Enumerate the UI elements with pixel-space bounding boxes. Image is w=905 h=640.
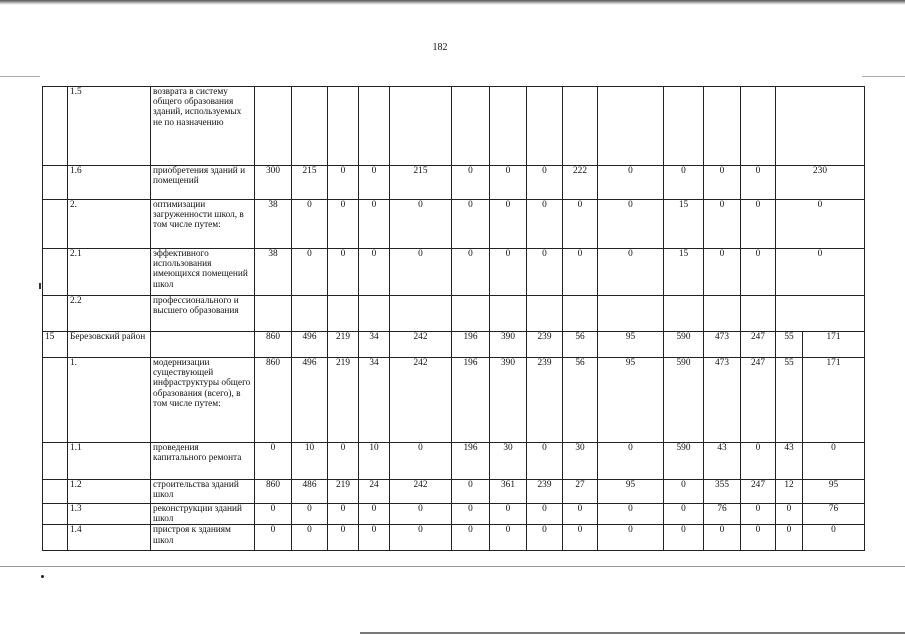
value-cell <box>292 296 328 332</box>
scan-edge-top <box>0 0 905 5</box>
value-cell: 0 <box>741 504 776 525</box>
value-cell <box>704 296 741 332</box>
value-cell: 247 <box>741 480 776 504</box>
value-cell <box>527 296 563 332</box>
value-cell: 55 <box>776 358 803 443</box>
table-row <box>43 332 865 358</box>
page-number: 182 <box>432 42 448 53</box>
value-cell: 0 <box>741 200 776 249</box>
value-cell: 56 <box>563 332 598 358</box>
value-cell: 473 <box>704 358 741 443</box>
value-cell: 0 <box>563 200 598 249</box>
value-cell: 219 <box>328 332 359 358</box>
table-row <box>43 480 865 504</box>
row-index <box>43 200 68 249</box>
value-cell: 0 <box>359 525 390 551</box>
table-row <box>43 296 865 332</box>
row-index <box>43 166 68 200</box>
table-row <box>43 200 865 249</box>
row-index <box>43 249 68 296</box>
value-cell: 0 <box>390 525 452 551</box>
table-row <box>43 87 865 166</box>
value-cell: 15 <box>664 249 704 296</box>
value-cell: 361 <box>490 480 527 504</box>
value-cell: 0 <box>664 166 704 200</box>
value-cell: 38 <box>255 249 292 296</box>
value-cell: 0 <box>390 249 452 296</box>
scan-edge-bottom <box>360 632 905 634</box>
value-cell: 0 <box>390 504 452 525</box>
value-cell: 38 <box>255 200 292 249</box>
value-cell: 43 <box>704 443 741 480</box>
value-cell: 95 <box>598 358 664 443</box>
value-cell: 0 <box>490 166 527 200</box>
value-cell <box>390 87 452 166</box>
value-cell: 239 <box>527 332 563 358</box>
value-cell: 0 <box>776 504 803 525</box>
value-cell: 0 <box>328 443 359 480</box>
value-cell: 24 <box>359 480 390 504</box>
table-row <box>43 504 865 525</box>
row-code: 1.1 <box>68 443 151 480</box>
value-cell: 56 <box>563 358 598 443</box>
value-cell <box>255 296 292 332</box>
value-cell: 0 <box>704 166 741 200</box>
value-cell: 486 <box>292 480 328 504</box>
value-cell: 0 <box>598 525 664 551</box>
value-cell: 590 <box>664 358 704 443</box>
value-cell: 0 <box>598 249 664 296</box>
value-cell: 0 <box>328 504 359 525</box>
scan-mark <box>39 283 41 289</box>
value-cell: 0 <box>359 200 390 249</box>
row-description: эффективного использования имеющихся помещений школ <box>151 249 255 296</box>
row-index <box>43 525 68 551</box>
row-description: реконструкции зданий школ <box>151 504 255 525</box>
row-code: 2.2 <box>68 296 151 332</box>
table-row <box>43 443 865 480</box>
value-cell: 242 <box>390 358 452 443</box>
value-cell: 0 <box>803 525 865 551</box>
value-cell <box>776 296 865 332</box>
value-cell: 222 <box>563 166 598 200</box>
row-description: приобретения зданий и помещений <box>151 166 255 200</box>
value-cell: 0 <box>664 504 704 525</box>
row-index <box>43 87 68 166</box>
row-index <box>43 296 68 332</box>
value-cell <box>328 296 359 332</box>
value-cell: 0 <box>704 200 741 249</box>
value-cell: 239 <box>527 358 563 443</box>
value-cell: 242 <box>390 480 452 504</box>
value-cell: 0 <box>527 249 563 296</box>
value-cell: 496 <box>292 358 328 443</box>
value-cell: 34 <box>359 332 390 358</box>
value-cell: 196 <box>452 332 490 358</box>
value-cell: 0 <box>452 525 490 551</box>
value-cell: 300 <box>255 166 292 200</box>
value-cell: 0 <box>490 525 527 551</box>
value-cell: 590 <box>664 443 704 480</box>
table-row <box>43 249 865 296</box>
value-cell: 27 <box>563 480 598 504</box>
value-cell <box>704 87 741 166</box>
row-code: 1.5 <box>68 87 151 166</box>
value-cell: 590 <box>664 332 704 358</box>
value-cell: 30 <box>563 443 598 480</box>
row-description: строительства зданий школ <box>151 480 255 504</box>
value-cell: 95 <box>598 332 664 358</box>
row-description: пристроя к зданиям школ <box>151 525 255 551</box>
value-cell: 0 <box>452 249 490 296</box>
value-cell: 0 <box>527 443 563 480</box>
value-cell: 0 <box>490 504 527 525</box>
value-cell: 0 <box>452 200 490 249</box>
scan-rule-bottom <box>0 566 905 567</box>
value-cell: 0 <box>490 200 527 249</box>
value-cell: 0 <box>490 249 527 296</box>
value-cell <box>598 87 664 166</box>
value-cell: 171 <box>803 358 865 443</box>
value-cell: 0 <box>328 525 359 551</box>
value-cell: 196 <box>452 443 490 480</box>
row-description: модернизации существующей инфраструктуры общего образования (всего), в том числе путем: <box>151 358 255 443</box>
row-code: 1.4 <box>68 525 151 551</box>
value-cell: 0 <box>664 480 704 504</box>
value-cell: 0 <box>741 525 776 551</box>
row-description <box>151 332 255 358</box>
table-row <box>43 525 865 551</box>
row-description: возврата в систему общего образования зданий, используемых не по назначению <box>151 87 255 166</box>
value-cell <box>776 87 865 166</box>
value-cell <box>664 87 704 166</box>
row-code: 2.1 <box>68 249 151 296</box>
value-cell: 43 <box>776 443 803 480</box>
value-cell: 230 <box>776 166 865 200</box>
value-cell: 0 <box>704 525 741 551</box>
value-cell: 0 <box>598 200 664 249</box>
value-cell <box>255 87 292 166</box>
value-cell: 0 <box>292 249 328 296</box>
value-cell: 0 <box>776 249 865 296</box>
value-cell: 12 <box>776 480 803 504</box>
value-cell: 0 <box>527 504 563 525</box>
value-cell: 0 <box>328 200 359 249</box>
row-index <box>43 443 68 480</box>
value-cell: 171 <box>803 332 865 358</box>
value-cell: 10 <box>292 443 328 480</box>
row-code: 2. <box>68 200 151 249</box>
value-cell: 390 <box>490 332 527 358</box>
value-cell: 0 <box>704 249 741 296</box>
value-cell: 0 <box>664 525 704 551</box>
value-cell <box>490 87 527 166</box>
value-cell: 0 <box>563 525 598 551</box>
value-cell <box>359 87 390 166</box>
row-index <box>43 504 68 525</box>
value-cell: 860 <box>255 480 292 504</box>
value-cell: 239 <box>527 480 563 504</box>
value-cell: 219 <box>328 358 359 443</box>
row-code: 1.2 <box>68 480 151 504</box>
value-cell <box>452 296 490 332</box>
row-description: профессионального и высшего образования <box>151 296 255 332</box>
value-cell: 0 <box>452 166 490 200</box>
value-cell <box>598 296 664 332</box>
table-row <box>43 166 865 200</box>
data-table <box>42 86 865 551</box>
value-cell: 0 <box>527 200 563 249</box>
value-cell: 0 <box>741 443 776 480</box>
scan-dot <box>41 575 44 578</box>
row-code: 1. <box>68 358 151 443</box>
value-cell <box>390 296 452 332</box>
value-cell: 95 <box>598 480 664 504</box>
table-row <box>43 358 865 443</box>
value-cell: 30 <box>490 443 527 480</box>
value-cell: 0 <box>328 166 359 200</box>
value-cell: 219 <box>328 480 359 504</box>
value-cell: 0 <box>390 200 452 249</box>
value-cell: 0 <box>527 166 563 200</box>
value-cell: 15 <box>664 200 704 249</box>
value-cell: 0 <box>563 504 598 525</box>
value-cell: 0 <box>776 200 865 249</box>
value-cell: 247 <box>741 358 776 443</box>
value-cell: 0 <box>741 166 776 200</box>
value-cell: 0 <box>598 166 664 200</box>
value-cell: 0 <box>359 249 390 296</box>
value-cell: 0 <box>255 525 292 551</box>
value-cell: 860 <box>255 358 292 443</box>
value-cell: 0 <box>255 504 292 525</box>
value-cell: 55 <box>776 332 803 358</box>
value-cell <box>563 296 598 332</box>
value-cell: 95 <box>803 480 865 504</box>
value-cell: 0 <box>598 504 664 525</box>
value-cell: 0 <box>292 504 328 525</box>
value-cell: 0 <box>292 525 328 551</box>
row-code: Березовский район <box>68 332 151 358</box>
value-cell <box>527 87 563 166</box>
scan-rule-left <box>0 76 40 77</box>
value-cell <box>741 296 776 332</box>
value-cell <box>563 87 598 166</box>
value-cell: 0 <box>359 166 390 200</box>
value-cell: 0 <box>328 249 359 296</box>
row-description: проведения капитального ремонта <box>151 443 255 480</box>
value-cell: 390 <box>490 358 527 443</box>
row-index: 15 <box>43 332 68 358</box>
value-cell: 496 <box>292 332 328 358</box>
value-cell: 0 <box>452 504 490 525</box>
value-cell <box>664 296 704 332</box>
value-cell: 242 <box>390 332 452 358</box>
value-cell: 0 <box>255 443 292 480</box>
row-description: оптимизации загруженности школ, в том числе путем: <box>151 200 255 249</box>
value-cell: 247 <box>741 332 776 358</box>
value-cell: 76 <box>704 504 741 525</box>
value-cell: 0 <box>741 249 776 296</box>
row-code: 1.3 <box>68 504 151 525</box>
value-cell <box>741 87 776 166</box>
value-cell: 0 <box>527 525 563 551</box>
value-cell: 0 <box>776 525 803 551</box>
value-cell: 34 <box>359 358 390 443</box>
value-cell <box>292 87 328 166</box>
value-cell <box>328 87 359 166</box>
value-cell: 76 <box>803 504 865 525</box>
value-cell: 0 <box>452 480 490 504</box>
scan-rule-right <box>862 76 905 77</box>
value-cell: 215 <box>390 166 452 200</box>
table-body <box>43 87 865 551</box>
value-cell: 0 <box>803 443 865 480</box>
value-cell: 0 <box>390 443 452 480</box>
row-index <box>43 358 68 443</box>
value-cell: 0 <box>359 504 390 525</box>
value-cell <box>359 296 390 332</box>
value-cell: 10 <box>359 443 390 480</box>
value-cell <box>452 87 490 166</box>
row-index <box>43 480 68 504</box>
value-cell: 0 <box>292 200 328 249</box>
value-cell: 473 <box>704 332 741 358</box>
value-cell: 0 <box>563 249 598 296</box>
value-cell <box>490 296 527 332</box>
value-cell: 215 <box>292 166 328 200</box>
value-cell: 355 <box>704 480 741 504</box>
value-cell: 196 <box>452 358 490 443</box>
row-code: 1.6 <box>68 166 151 200</box>
value-cell: 860 <box>255 332 292 358</box>
value-cell: 0 <box>598 443 664 480</box>
